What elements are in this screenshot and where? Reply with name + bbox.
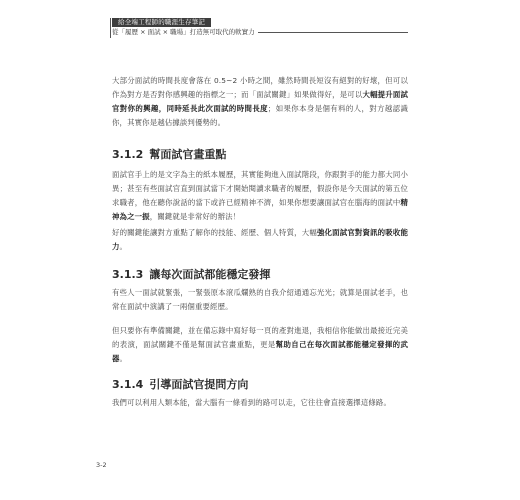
- running-header-tag: 給全端工程師的職涯生存筆記: [112, 18, 211, 27]
- paragraph: [112, 168, 408, 224]
- section-title: 讓每次面試都能穩定發揮: [149, 268, 271, 281]
- body-text: ；如果你本身是個有料的人，對方越認識你，其實你是越佔據談判優勢的。: [112, 104, 408, 127]
- section-title: 幫面試官畫重點: [149, 148, 227, 161]
- header-accent-line: [110, 18, 111, 38]
- paragraph: [112, 396, 408, 410]
- emphasis-text: 強化面試官對資訊的吸收能力: [112, 228, 408, 251]
- paragraph: [112, 324, 408, 366]
- section-heading-3-1-4: [112, 378, 408, 392]
- body-text: 大部分面試的時間長度會落在 0.5~2 小時之間，雖然時間長短沒有絕對的好壞，但可以作為對方是否對你感興趣的指標之一；而「面試關鍵」如果做得好，是可以: [112, 76, 408, 99]
- body-text: 。: [119, 242, 128, 251]
- running-header-subtitle: [112, 28, 408, 37]
- running-header-subtitle-text: 從「履歷 × 面試 × 職場」打造無可取代的軟實力: [112, 28, 255, 36]
- section-heading-3-1-3: [112, 268, 408, 282]
- section-number: 3.1.4: [112, 378, 144, 391]
- header-rule: [258, 32, 408, 33]
- section-number: 3.1.2: [112, 148, 144, 161]
- page-number: 3-2: [96, 461, 107, 469]
- body-text: 面試官手上的是文字為主的紙本履歷，其實能夠進入面試階段，你跟對手的能力都大同小異；甚至有些面試官直到面試當下才開始閱讀求職者的履歷，假設你是今天面試的第五位求職者，他在聽你說話的當下或許已經精神不濟，如果你想要讓面試官在腦海的面試中: [112, 170, 408, 207]
- paragraph: [112, 226, 408, 254]
- emphasis-text: 精神為之一振: [112, 198, 408, 221]
- section-number: 3.1.3: [112, 268, 144, 281]
- paragraph: [112, 286, 408, 314]
- body-text: 有些人一面試就緊張，一緊張原本滾瓜爛熟的自我介紹通通忘光光；就算是面試老手，也常在面試中演講了一兩個重要經歷。: [112, 288, 408, 311]
- section-heading-3-1-2: [112, 148, 408, 162]
- body-text: ，關鍵就是非常好的辦法！: [149, 212, 241, 221]
- section-title: 引導面試官提問方向: [149, 378, 249, 391]
- emphasis-text: 幫助自己在每次面試都能穩定發揮的武器: [112, 340, 408, 363]
- body-text: 我們可以利用人類本能，當大腦有一條看到的路可以走，它往往會直接選擇這條路。: [112, 398, 392, 407]
- emphasis-text: 大幅提升面試官對你的興趣，同時延長此次面試的時間長度: [112, 90, 408, 113]
- body-text: 好的關鍵能讓對方重點了解你的技能、經歷、個人特質，大幅: [112, 228, 317, 237]
- paragraph: [112, 74, 408, 130]
- body-text: 但只要你有準備關鍵，並在備忘錄中寫好每一頁的產對進退，我相信你能做出最接近完美的表演，面試關鍵不僅是幫面試官畫重點，更是: [112, 326, 408, 349]
- body-text: 。: [119, 354, 128, 363]
